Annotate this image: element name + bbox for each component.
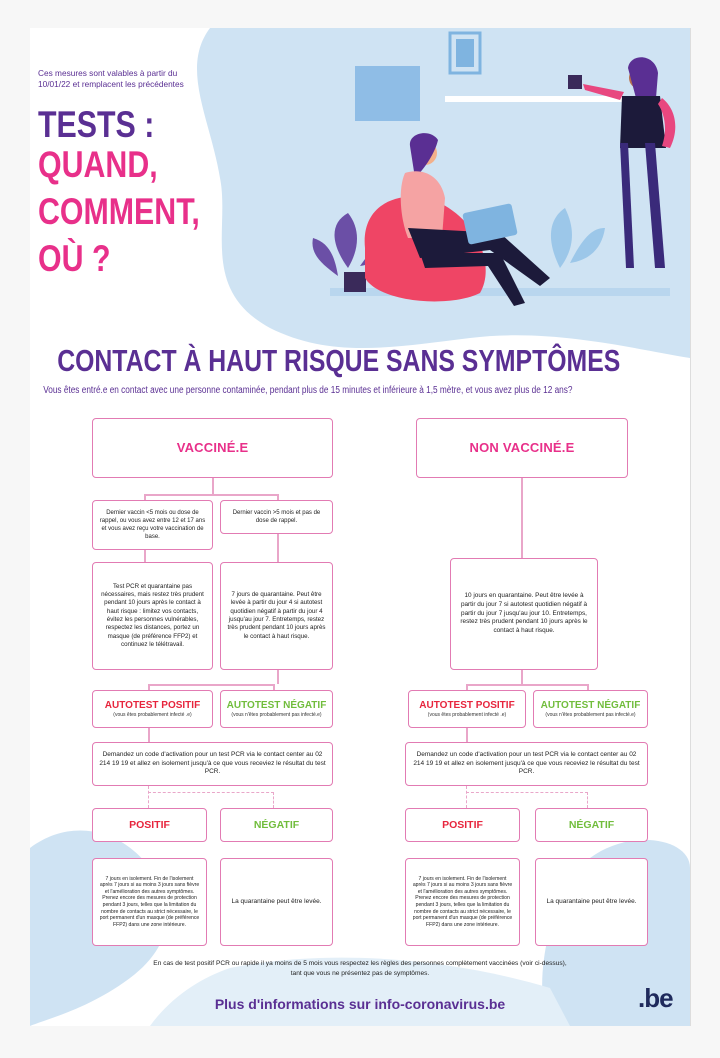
vaccinated-negative-text: La quarantaine peut être levée. xyxy=(220,858,333,946)
vaccinated-autotest-negative xyxy=(220,690,333,728)
vaccinated-pcr-positive: POSITIF xyxy=(92,808,207,842)
vaccinated-case-older: Dernier vaccin >5 mois et pas de dose de rappel. xyxy=(220,500,333,534)
unvaccinated-header: NON VACCINÉ.E xyxy=(416,418,628,478)
autotest-negative-label: AUTOTEST NÉGATIF xyxy=(226,700,327,711)
title-line3: COMMENT, xyxy=(38,191,200,232)
title-line4: OÙ ? xyxy=(38,238,111,279)
validity-note: Ces mesures sont valables à partir du 10/01/22 et remplacent les précédentes xyxy=(38,68,184,90)
autotest-negative-sub: (vous n'êtes probablement pas infecté.e) xyxy=(545,712,636,718)
section-heading: CONTACT À HAUT RISQUE SANS SYMPTÔMES xyxy=(57,343,621,378)
unvaccinated-autotest-positive xyxy=(408,690,526,728)
autotest-positive-sub: (vous êtes probablement infecté .e) xyxy=(113,712,192,718)
unvaccinated-pcr-negative: NÉGATIF xyxy=(535,808,648,842)
vaccinated-advice-recent: Test PCR et quarantaine pas nécessaires, mais restez très prudent pendant 10 jours après le contact à haut risque : limitez vos contacts, évitez les personnes vulnérables, respectez les distances, portez un masque (de préférence FFP2) et continuez le télétravail. xyxy=(92,562,213,670)
title-line1: TESTS : xyxy=(38,104,155,145)
vaccinated-case-recent: Dernier vaccin <5 mois ou dose de rappel, ou vous avez entre 12 et 17 ans et vous avez reçu votre vaccination de base. xyxy=(92,500,213,550)
more-info-link[interactable]: Plus d'informations sur info-coronavirus.be xyxy=(214,996,506,1012)
autotest-positive-sub: (vous êtes probablement infecté .e) xyxy=(427,712,507,718)
poster xyxy=(30,28,691,1026)
unvaccinated-advice: 10 jours en quarantaine. Peut être levée à partir du jour 7 si autotest quotidien négatif à partir du jour 7 jusqu'au jour 10. Entretemps, restez très prudent pendant 10 jours après le contact à haut risque. xyxy=(450,558,598,670)
autotest-negative-sub: (vous n'êtes probablement pas infecté.e) xyxy=(231,712,322,718)
unvaccinated-negative-text: La quarantaine peut être levée. xyxy=(535,858,648,946)
autotest-positive-label: AUTOTEST POSITIF xyxy=(419,700,515,711)
be-logo: .be xyxy=(638,983,673,1013)
unvaccinated-pcr-request: Demandez un code d'activation pour un test PCR via le contact center au 02 214 19 19 et allez en isolement jusqu'à ce que vous receviez le résultat du test PCR. xyxy=(405,742,648,786)
title-line2: QUAND, xyxy=(38,144,158,185)
vaccinated-advice-older: 7 jours de quarantaine. Peut être levée à partir du jour 4 si autotest quotidien négatif à partir du jour 4 jusqu'au jour 7. Entretemps, restez très prudent pendant 10 jours après le contact à haut risque. xyxy=(220,562,333,670)
section-question: Vous êtes entré.e en contact avec une personne contaminée, pendant plus de 15 minutes et inférieure à 1,5 mètre, et vous avez plus de 12 ans? xyxy=(43,385,573,396)
vaccinated-positive-text: 7 jours en isolement. Fin de l'isolement après 7 jours si au moins 3 jours sans fièvre et l'amélioration des autres symptômes. Prenez encore des mesures de protection pendant 3 jours, telles que la limitation du nombre de contacts au strict nécessaire, le port permanent d'un masque (de préférence FFP2) dans une zone intérieure. xyxy=(92,858,207,946)
unvaccinated-pcr-positive: POSITIF xyxy=(405,808,520,842)
autotest-positive-label: AUTOTEST POSITIF xyxy=(104,700,201,711)
vaccinated-autotest-positive xyxy=(92,690,213,728)
footer-note-line1: En cas de test positif PCR ou rapide il ya moins de 5 mois vous respectez les règles des personnes complètement vaccinées (voir ci-dessus), xyxy=(153,960,567,967)
unvaccinated-positive-text: 7 jours en isolement. Fin de l'isolement après 7 jours si au moins 3 jours sans fièvre et l'amélioration des autres symptômes. Prenez encore des mesures de protection pendant 3 jours, telles que la limitation du nombre de contacts au strict nécessaire, le port permanent d'un masque (de préférence FFP2) dans une zone intérieure. xyxy=(405,858,520,946)
autotest-negative-label: AUTOTEST NÉGATIF xyxy=(540,700,641,711)
vaccinated-pcr-request: Demandez un code d'activation pour un test PCR via le contact center au 02 214 19 19 et allez en isolement jusqu'à ce que vous receviez le résultat du test PCR. xyxy=(92,742,333,786)
footer-note-line2: tant que vous ne présentez pas de symptômes. xyxy=(290,970,430,977)
vaccinated-header: VACCINÉ.E xyxy=(92,418,333,478)
vaccinated-pcr-negative: NÉGATIF xyxy=(220,808,333,842)
unvaccinated-autotest-negative xyxy=(533,690,648,728)
